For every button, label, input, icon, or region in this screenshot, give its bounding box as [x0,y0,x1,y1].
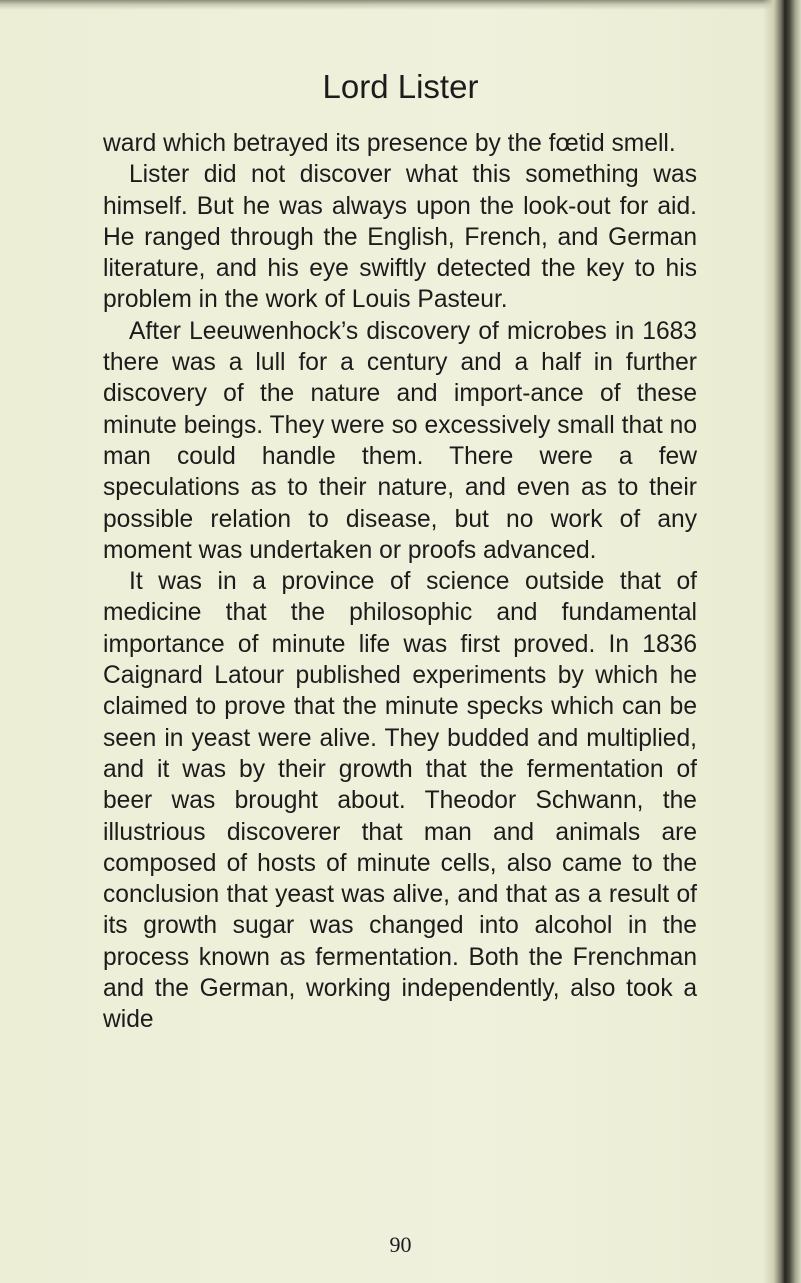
paragraph: After Leeuwenhock’s discovery of microbes in 1683 there was a lull for a century and a half in further discovery of the nature and import-ance of these minute beings. They were so excessively small that no man could handle them. There were a few speculations as to their nature, and even as to their possible relation to disease, but no work of any moment was undertaken or proofs advanced. [103,317,697,564]
book-spine-edge [763,0,801,1283]
body-text [103,128,697,1036]
paragraph: ward which betrayed its presence by the fœtid smell. [103,130,676,157]
page-number: 90 [389,1232,412,1257]
paragraph: Lister did not discover what this something was himself. But he was always upon the look-out for aid. He ranged through the English, French, and German literature, and his eye swiftly detected the key to his problem in the work of Louis Pasteur. [103,161,697,314]
running-head: Lord Lister [322,68,479,105]
page-top-shadow [0,0,801,10]
paragraph: It was in a province of science outside that of medicine that the philosophic and fundamental importance of minute life was first proved. In 1836 Caignard Latour published experiments by which he claimed to prove that the minute specks which can be seen in yeast were alive. They budded and multiplied, and it was by their growth that the fermentation of beer was brought about. Theodor Schwann, the illustrious discoverer that man and animals are composed of hosts of minute cells, also came to the conclusion that yeast was alive, and that as a result of its growth sugar was changed into alcohol in the process known as fermentation. Both the Frenchman and the German, working independently, also took a wide [103,568,697,1034]
